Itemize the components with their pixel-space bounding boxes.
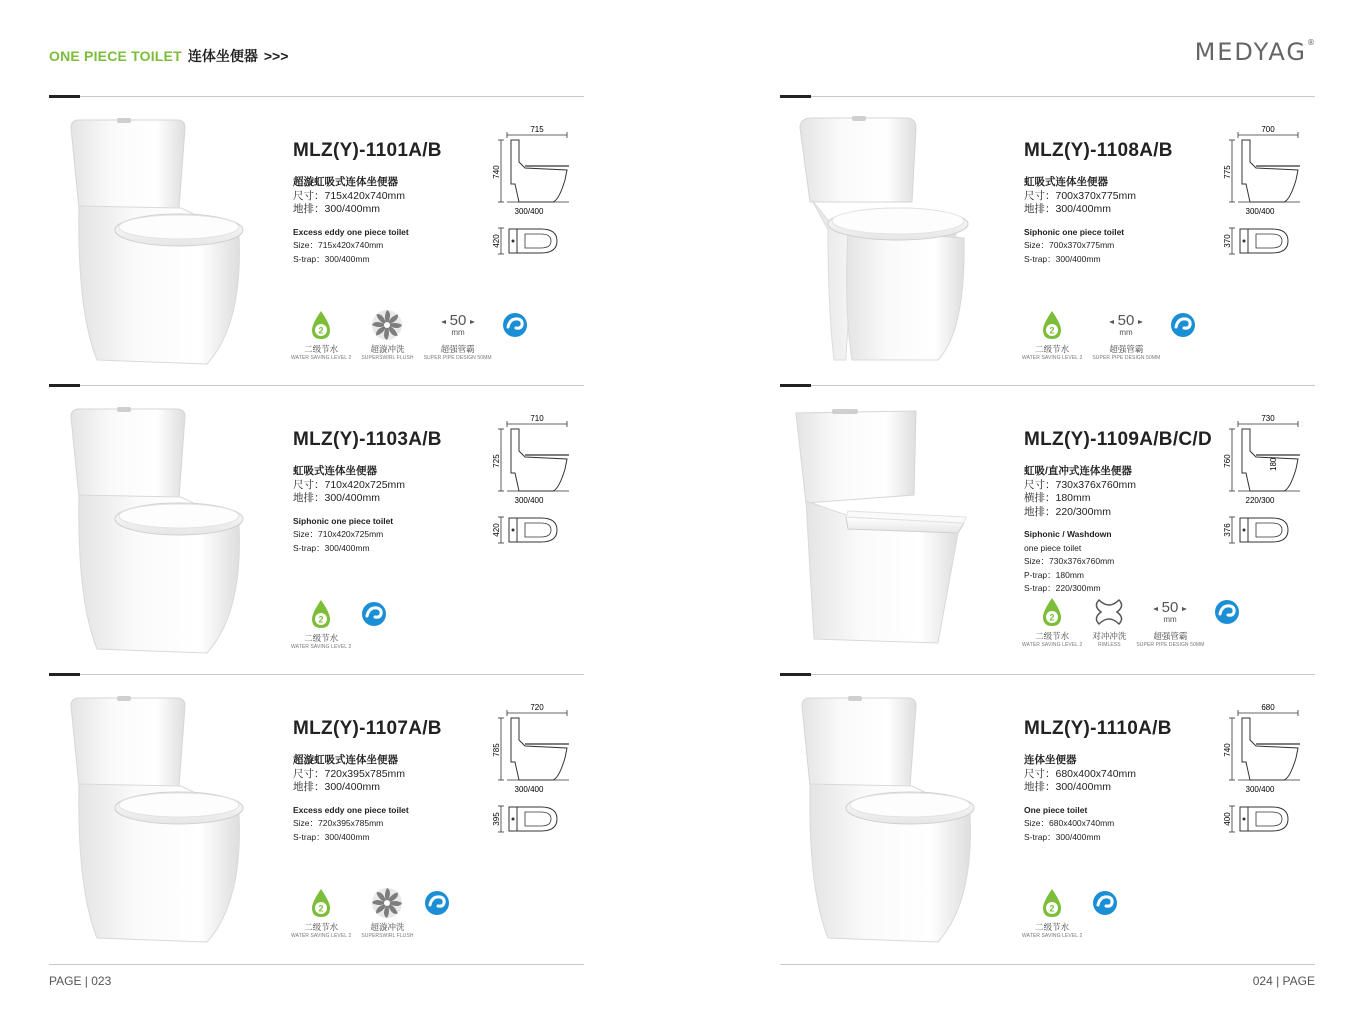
- feature-water: [1022, 595, 1082, 648]
- feature-water: [1022, 886, 1082, 939]
- spec-line-cn: 尺寸：700x370x775mm: [1024, 189, 1137, 202]
- water-drop-icon: [1041, 310, 1063, 340]
- product-info: [293, 718, 503, 844]
- pipe-unit: mm: [1163, 615, 1178, 624]
- product-photo: [57, 110, 247, 372]
- section-title-cn: 连体坐便器: [187, 48, 258, 64]
- feature-logo: [1092, 886, 1118, 920]
- feature-label-en: SUPER PIPE DESIGN 50MM: [423, 355, 492, 361]
- spec-line-en: Size：710x420x725mm: [293, 529, 384, 539]
- product-name-cn: 连体坐便器: [1024, 754, 1077, 766]
- spec-line-cn: 地排：300/400mm: [293, 781, 380, 793]
- feature-icons: [1022, 595, 1250, 648]
- spec-line-en: S-trap：300/400mm: [293, 253, 370, 264]
- model-number: MLZ(Y)-1108A/B: [1024, 140, 1173, 161]
- dim-base: 300/400: [514, 496, 544, 505]
- dim-plan: 370: [1223, 234, 1232, 248]
- feature-label-en: WATER SAVING LEVEL 2: [291, 644, 352, 650]
- brand-swirl-icon: [1214, 599, 1240, 625]
- brand-logo: [1195, 38, 1315, 66]
- water-level-badge: 2: [318, 614, 324, 625]
- water-drop-icon: [1041, 597, 1063, 627]
- feature-label-en: WATER SAVING LEVEL 2: [1022, 933, 1083, 939]
- spec-line-en: S-trap：300/400mm: [1024, 831, 1101, 842]
- spec-line-en: S-trap：300/400mm: [293, 831, 370, 842]
- dim-inner: 180: [1269, 457, 1278, 471]
- dimension-drawing: [489, 122, 579, 272]
- model-number: MLZ(Y)-1107A/B: [293, 718, 442, 739]
- section-title-en: ONE PIECE TOILET: [49, 48, 182, 64]
- brand-swirl-icon: [1170, 312, 1196, 338]
- feature-label-cn: 超强管霸: [1109, 344, 1144, 354]
- feature-label-cn: 二级节水: [1035, 631, 1070, 641]
- feature-water: [291, 597, 351, 650]
- spec-line-en: S-trap：300/400mm: [1024, 253, 1101, 264]
- dim-top: 720: [530, 703, 544, 712]
- feature-water: [291, 886, 351, 939]
- feature-label-en: WATER SAVING LEVEL 2: [1022, 642, 1083, 648]
- technical-drawing: [489, 122, 579, 272]
- row-divider: [780, 96, 1315, 97]
- product-name-cn: 超漩虹吸式连体坐便器: [293, 176, 398, 188]
- specs-en: [293, 804, 503, 845]
- product-name-cn: 虹吸式连体坐便器: [293, 465, 377, 477]
- pipe-unit: mm: [450, 328, 465, 337]
- feature-icons: [1022, 308, 1206, 361]
- product-info: [293, 140, 503, 266]
- row-divider: [780, 674, 1315, 675]
- feature-logo: [1214, 595, 1240, 629]
- feature-pipe: [1092, 308, 1160, 361]
- dimension-drawing: [489, 700, 579, 850]
- dim-side: 785: [492, 743, 501, 757]
- feature-label-cn: 二级节水: [1035, 344, 1070, 354]
- feature-label-cn: 超强管霸: [440, 344, 475, 354]
- specs-cn: [1024, 176, 1234, 217]
- model-number: MLZ(Y)-1101A/B: [293, 140, 442, 161]
- dim-side: 740: [1223, 743, 1232, 757]
- feature-label-en: RIMLESS: [1098, 642, 1121, 648]
- product-card: [49, 688, 584, 958]
- pipe-unit: mm: [1119, 328, 1134, 337]
- dimension-drawing: [489, 411, 579, 561]
- footer-rule: [780, 964, 1315, 965]
- product-card: [780, 688, 1315, 958]
- technical-drawing: [1220, 700, 1310, 850]
- dim-side: 760: [1223, 454, 1232, 468]
- feature-label-cn: 对冲冲洗: [1092, 631, 1127, 641]
- footer-rule: [49, 964, 584, 965]
- water-drop-icon: [310, 888, 332, 918]
- specs-cn: [293, 754, 503, 795]
- spec-line-cn: 地排：300/400mm: [1024, 781, 1111, 793]
- dim-plan: 400: [1223, 812, 1232, 826]
- feature-label-en: SUPER PIPE DESIGN 50MM: [1136, 642, 1205, 648]
- rimless-flush-icon: [1093, 596, 1125, 628]
- specs-en: [1024, 804, 1234, 845]
- brand-swirl-icon: [502, 312, 528, 338]
- product-photo: [57, 688, 247, 950]
- dimension-drawing: [1220, 411, 1310, 561]
- model-number: MLZ(Y)-1110A/B: [1024, 718, 1172, 739]
- product-info: [293, 429, 503, 555]
- product-card: [49, 110, 584, 380]
- water-level-badge: 2: [1049, 903, 1055, 914]
- pipe-number: 50: [449, 312, 466, 329]
- spec-line-cn: 地排：300/400mm: [293, 492, 380, 504]
- feature-water: [1022, 308, 1082, 361]
- product-card: [780, 399, 1315, 669]
- product-name-cn: 虹吸式连体坐便器: [1024, 176, 1108, 188]
- specs-cn: [1024, 465, 1234, 519]
- pipe-number: 50: [1162, 599, 1179, 616]
- specs-en: [1024, 528, 1234, 596]
- pipe-diameter-icon: [1150, 597, 1190, 627]
- spec-line-en: P-trap：180mm: [1024, 569, 1084, 580]
- spec-line-en: Size：715x420x740mm: [293, 240, 384, 250]
- spec-line-cn: 横排：180mm: [1024, 492, 1091, 504]
- spec-line-en: Size：720x395x785mm: [293, 818, 384, 828]
- feature-icons: [291, 886, 460, 939]
- spec-line-cn: 地排：220/300mm: [1024, 505, 1111, 518]
- product-card: [49, 399, 584, 669]
- row-divider: [49, 96, 584, 97]
- feature-label-cn: 超强管霸: [1153, 631, 1188, 641]
- spec-line-en: Size：680x400x740mm: [1024, 818, 1115, 828]
- section-title: [49, 46, 288, 66]
- technical-drawing: [1220, 122, 1310, 272]
- feature-label-cn: 二级节水: [304, 344, 339, 354]
- feature-water: [291, 308, 351, 361]
- feature-pipe: [424, 308, 492, 361]
- dim-top: 680: [1261, 703, 1275, 712]
- product-photo: [788, 399, 978, 661]
- page-number-left: PAGE | 023: [49, 974, 112, 988]
- section-arrows: >>>: [263, 48, 289, 64]
- feature-label-en: WATER SAVING LEVEL 2: [291, 933, 352, 939]
- technical-drawing: [489, 411, 579, 561]
- product-name-en: Siphonic / Washdown: [1024, 529, 1112, 539]
- feature-label-cn: 二级节水: [304, 922, 339, 932]
- spec-line-cn: 地排：300/400mm: [293, 203, 380, 215]
- specs-en: [293, 515, 503, 556]
- water-drop-icon: [310, 599, 332, 629]
- water-drop-icon: [1041, 888, 1063, 918]
- feature-icons: [291, 308, 538, 361]
- product-info: [1024, 140, 1234, 266]
- product-name-en: One piece toilet: [1024, 804, 1088, 815]
- specs-en: [293, 226, 503, 267]
- product-name-en: Excess eddy one piece toilet: [293, 226, 409, 237]
- pipe-diameter-icon: [1106, 310, 1146, 340]
- dim-top: 700: [1261, 125, 1275, 134]
- feature-label-cn: 超漩冲洗: [370, 922, 405, 932]
- spec-line-cn: 尺寸：710x420x725mm: [293, 478, 406, 491]
- page-number-right: 024 | PAGE: [1252, 974, 1315, 988]
- spec-line-en: S-trap：300/400mm: [293, 542, 370, 553]
- product-photo: [57, 399, 247, 661]
- specs-cn: [293, 465, 503, 506]
- water-drop-icon: [310, 310, 332, 340]
- product-name-en: Siphonic one piece toilet: [1024, 226, 1125, 237]
- technical-drawing: [1220, 411, 1310, 561]
- dim-top: 730: [1261, 414, 1275, 423]
- feature-icons: [291, 597, 397, 650]
- dimension-drawing: [1220, 700, 1310, 850]
- model-number: MLZ(Y)-1109A/B/C/D: [1024, 429, 1213, 450]
- dim-plan: 420: [492, 234, 501, 248]
- spec-line-cn: 尺寸：680x400x740mm: [1024, 767, 1137, 780]
- row-divider: [49, 674, 584, 675]
- feature-label-en: WATER SAVING LEVEL 2: [291, 355, 352, 361]
- specs-cn: [293, 176, 503, 217]
- dim-plan: 395: [492, 812, 501, 826]
- feature-logo: [361, 597, 387, 631]
- spec-line-en: Size：700x370x775mm: [1024, 240, 1115, 250]
- dimension-drawing: [1220, 122, 1310, 272]
- brand-swirl-icon: [424, 890, 450, 916]
- spec-line-cn: 尺寸：715x420x740mm: [293, 189, 406, 202]
- brand-swirl-icon: [1092, 890, 1118, 916]
- product-photo: [788, 688, 978, 950]
- feature-icons: [1022, 886, 1128, 939]
- product-card: [780, 110, 1315, 380]
- pipe-number: 50: [1118, 312, 1135, 329]
- feature-label-en: SUPER PIPE DESIGN 50MM: [1092, 355, 1161, 361]
- brand-swirl-icon: [361, 601, 387, 627]
- product-photo: [788, 110, 978, 372]
- specs-cn: [1024, 754, 1234, 795]
- dim-base: 300/400: [514, 207, 544, 216]
- technical-drawing: [489, 700, 579, 850]
- product-name-en: Siphonic one piece toilet: [293, 515, 394, 526]
- product-name-cn: 超漩虹吸式连体坐便器: [293, 754, 398, 766]
- dim-base: 300/400: [1245, 785, 1275, 794]
- water-level-badge: 2: [1049, 325, 1055, 336]
- product-name-en: Excess eddy one piece toilet: [293, 804, 409, 815]
- specs-en: [1024, 226, 1234, 267]
- product-name-cn: 虹吸/直冲式连体坐便器: [1024, 465, 1132, 477]
- feature-logo: [1170, 308, 1196, 342]
- swirl-flush-icon: [371, 887, 403, 919]
- water-level-badge: 2: [318, 325, 324, 336]
- spec-line-en: S-trap：220/300mm: [1024, 583, 1101, 593]
- dim-side: 740: [492, 165, 501, 179]
- dim-plan: 420: [492, 523, 501, 537]
- dim-plan: 376: [1223, 523, 1232, 537]
- row-divider: [49, 385, 584, 386]
- feature-label-en: WATER SAVING LEVEL 2: [1022, 355, 1083, 361]
- model-number: MLZ(Y)-1103A/B: [293, 429, 442, 450]
- feature-label-en: SUPERSWIRL FLUSH: [361, 355, 414, 361]
- dim-top: 715: [530, 125, 544, 134]
- product-info: [1024, 718, 1234, 844]
- dim-side: 775: [1223, 165, 1232, 179]
- product-info: [1024, 429, 1234, 596]
- spec-line-en: one piece toilet: [1024, 542, 1082, 553]
- feature-label-cn: 二级节水: [304, 633, 339, 643]
- feature-label-cn: 超漩冲洗: [370, 344, 405, 354]
- feature-logo: [502, 308, 528, 342]
- feature-label-en: SUPERSWIRL FLUSH: [361, 933, 414, 939]
- pipe-diameter-icon: [438, 310, 478, 340]
- feature-logo: [424, 886, 450, 920]
- swirl-flush-icon: [371, 309, 403, 341]
- dim-base: 220/300: [1245, 496, 1275, 505]
- spec-line-cn: 尺寸：730x376x760mm: [1024, 478, 1137, 491]
- water-level-badge: 2: [1049, 612, 1055, 623]
- dim-base: 300/400: [514, 785, 544, 794]
- dim-top: 710: [530, 414, 544, 423]
- spec-line-cn: 尺寸：720x395x785mm: [293, 767, 406, 780]
- water-level-badge: 2: [318, 903, 324, 914]
- row-divider: [780, 385, 1315, 386]
- spec-line-cn: 地排：300/400mm: [1024, 203, 1111, 215]
- registered-mark: ®: [1307, 38, 1315, 47]
- dim-side: 725: [492, 454, 501, 468]
- dim-base: 300/400: [1245, 207, 1275, 216]
- feature-swirl: [361, 886, 413, 939]
- feature-rimless: [1092, 595, 1126, 648]
- feature-swirl: [361, 308, 413, 361]
- spec-line-en: Size：730x376x760mm: [1024, 556, 1115, 566]
- feature-label-cn: 二级节水: [1035, 922, 1070, 932]
- brand-name: MEDYAG: [1194, 38, 1307, 66]
- feature-pipe: [1136, 595, 1204, 648]
